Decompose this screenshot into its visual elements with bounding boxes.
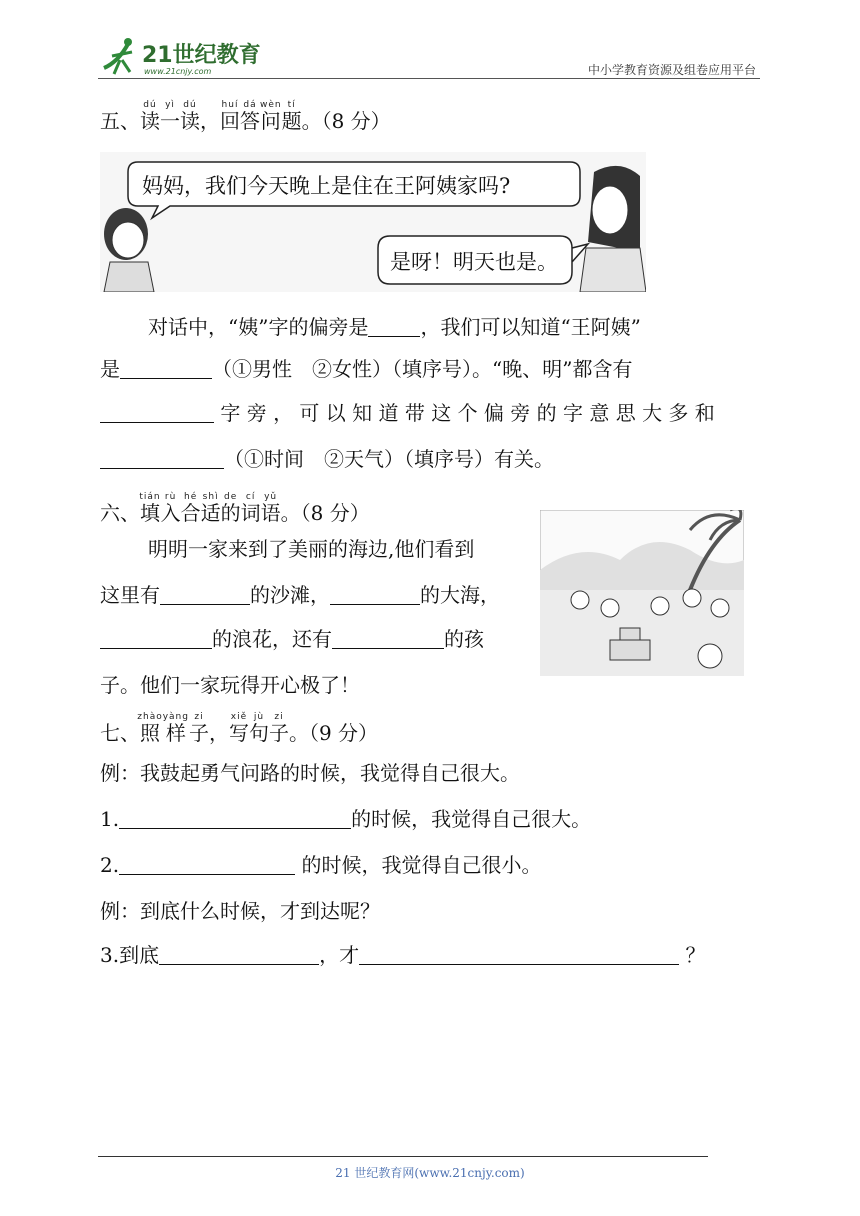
heading-char: 一yì xyxy=(160,100,180,133)
heading-char: 题tí xyxy=(281,100,302,133)
blank-sea[interactable] xyxy=(330,584,420,605)
blank-gender[interactable] xyxy=(120,358,212,379)
heading-char: 合hé xyxy=(180,492,201,525)
heading-char: 读dú xyxy=(140,100,160,133)
section7-heading: 七、照zhào样yàng子zi，写xiě句jù子zi。（9 分） xyxy=(100,712,379,745)
heading-char: 的de xyxy=(220,492,241,525)
heading-char: 样yàng xyxy=(162,712,189,745)
dialogue-illustration xyxy=(100,152,646,292)
section6-heading: 六、填tián入rù合hé适shì的de词cí语yǔ。（8 分） xyxy=(100,492,370,525)
blank-kids[interactable] xyxy=(332,628,444,649)
s7-q2: 2. 的时候，我觉得自己很小。 xyxy=(100,853,542,877)
heading-char: 入rù xyxy=(160,492,181,525)
site-logo xyxy=(98,34,268,78)
beach-ball xyxy=(698,644,722,668)
heading-char: 语yǔ xyxy=(260,492,281,525)
s7-q1: 1. 的时候，我觉得自己很大。 xyxy=(100,807,592,831)
heading-char: 填tián xyxy=(139,492,161,525)
s5-line1: 对话中，“姨”字的偏旁是 ，我们可以知道“王阿姨” xyxy=(148,315,641,339)
header-platform-text: 中小学教育资源及组卷应用平台 xyxy=(587,63,756,77)
s7-q3: 3.到底 ，才 ？ xyxy=(100,943,706,967)
s7-example1: 例：我鼓起勇气问路的时候，我觉得自己很大。 xyxy=(100,761,520,785)
s6-line2: 这里有 的沙滩， 的大海， xyxy=(100,583,500,607)
s7-example2: 例：到底什么时候，才到达呢？ xyxy=(100,899,380,923)
heading-char: 问wèn xyxy=(260,100,282,133)
s5-line3: 字 旁 ， 可 以 知 道 带 这 个 偏 旁 的 字 意 思 大 多 和 xyxy=(100,398,715,428)
bubble-text-1: 妈妈，我们今天晚上是住在王阿姨家吗? xyxy=(142,174,511,198)
blank-q3a[interactable] xyxy=(159,944,319,965)
heading-char: ， xyxy=(200,109,220,133)
footer-site-text: 21 世纪教育网(www.21cnjy.com) xyxy=(335,1166,525,1180)
s6-line4: 子。他们一家玩得开心极了！ xyxy=(100,673,360,697)
s5-line4: （①时间 ②天气）（填序号）有关。 xyxy=(100,444,554,474)
heading-char: 写xiě xyxy=(228,712,249,745)
heading-char: 词cí xyxy=(240,492,261,525)
heading-char: 回huí xyxy=(220,100,240,133)
svg-text:www.21cnjy.com: www.21cnjy.com xyxy=(144,67,212,76)
heading-char: 适shì xyxy=(200,492,221,525)
blank-q3b[interactable] xyxy=(359,944,679,965)
heading-char: 读dú xyxy=(180,100,200,133)
heading-char: 子zi xyxy=(268,712,289,745)
svg-text:21世纪教育: 21世纪教育 xyxy=(142,43,261,68)
blank-meaning[interactable] xyxy=(100,448,224,469)
footer-divider xyxy=(98,1156,708,1157)
blank-q2[interactable] xyxy=(119,854,295,875)
heading-char: 子zi xyxy=(188,712,209,745)
heading-char: ， xyxy=(208,721,229,745)
blank-radical[interactable] xyxy=(368,316,420,337)
heading-char: 句jù xyxy=(248,712,269,745)
s6-line1: 明明一家来到了美丽的海边,他们看到 xyxy=(148,537,475,561)
blank-beach[interactable] xyxy=(160,584,250,605)
beach-illustration xyxy=(540,510,744,676)
blank-waves[interactable] xyxy=(100,628,212,649)
s6-line3: 的浪花，还有 的孩 xyxy=(100,624,484,654)
heading-char: 答dá xyxy=(240,100,260,133)
section5-heading: 五、读dú一yì读dú，回huí答dá问wèn题tí。（8 分） xyxy=(100,100,391,133)
heading-char: 照zhào xyxy=(137,712,163,745)
blank-radical-2[interactable] xyxy=(100,402,214,423)
s5-line2: 是 （①男性 ②女性）（填序号）。“晚、明”都含有 xyxy=(100,357,633,381)
header-divider xyxy=(98,78,760,79)
bubble-text-2: 是呀！明天也是。 xyxy=(390,250,558,274)
blank-q1[interactable] xyxy=(119,808,351,829)
